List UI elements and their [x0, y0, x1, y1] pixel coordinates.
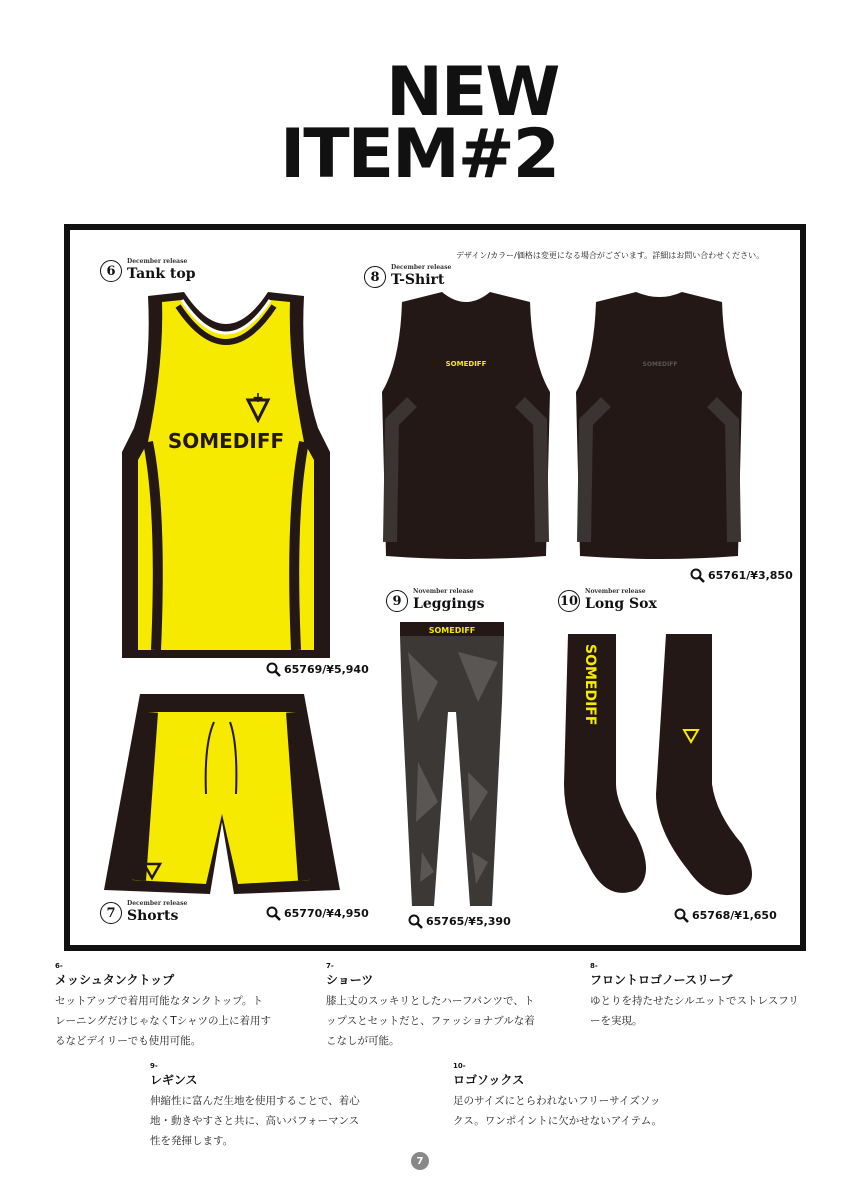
- item-code-text: 65770/¥4,950: [284, 907, 369, 920]
- item-number-badge: 6: [100, 260, 122, 282]
- description-tshirt: [590, 962, 830, 1031]
- description-number: 9-: [150, 1062, 158, 1070]
- item-label-long-sox: [558, 588, 657, 612]
- description-title: メッシュタンクトップ: [55, 973, 175, 987]
- item-name: Tank top: [127, 266, 196, 282]
- search-icon: [408, 914, 423, 929]
- release-text: November release: [585, 588, 646, 595]
- notice-text: デザイン/カラー/価格は変更になる場合がございます。詳細はお問い合わせください。: [456, 251, 765, 260]
- item-name: Leggings: [413, 596, 485, 612]
- title-line-1: NEW: [386, 53, 559, 132]
- tank-top-image: [118, 292, 334, 664]
- page-number: 7: [411, 1152, 429, 1170]
- description-title: フロントロゴノースリーブ: [590, 973, 733, 987]
- description-line: 地・動きやすさと共に、高いパフォーマンス: [150, 1115, 360, 1127]
- description-long-sox: [453, 1062, 703, 1131]
- description-line: ーを実現。: [590, 1015, 643, 1027]
- page-title: [270, 53, 610, 194]
- description-line: クス。ワンポイントに欠かせないアイテム。: [453, 1115, 663, 1127]
- item-name: Long Sox: [585, 596, 657, 612]
- description-shorts: [326, 962, 566, 1051]
- search-icon: [674, 908, 689, 923]
- sox-logo-text: SOMEDIFF: [582, 644, 598, 726]
- description-line: ゆとりを持たせたシルエットでストレスフリ: [590, 995, 799, 1007]
- leggings-logo-text: SOMEDIFF: [428, 626, 476, 635]
- description-line: 伸縮性に富んだ生地を使用することで、着心: [150, 1095, 360, 1107]
- description-line: 足のサイズにとらわれないフリーサイズソッ: [453, 1095, 661, 1107]
- item-code-text: 65765/¥5,390: [426, 915, 511, 928]
- search-icon: [266, 906, 281, 921]
- leggings-image: [398, 622, 508, 912]
- description-line: こなしが可能。: [326, 1035, 400, 1047]
- title-line-2: ITEM#2: [280, 115, 559, 194]
- item-code-tank-top[interactable]: [266, 662, 369, 677]
- description-line: るなどデイリーでも使用可能。: [55, 1035, 202, 1047]
- item-number-badge: 9: [386, 590, 408, 612]
- description-title: レギンス: [150, 1073, 198, 1087]
- tshirt-front-logo-text: SOMEDIFF: [445, 360, 487, 368]
- tank-logo-text: SOMEDIFF: [167, 429, 285, 453]
- tshirt-back-image: [576, 292, 742, 562]
- item-code-text: 65769/¥5,940: [284, 663, 369, 676]
- description-tank-top: [55, 962, 305, 1051]
- release-text: December release: [127, 900, 188, 907]
- item-label-leggings: [386, 588, 485, 612]
- description-title: ロゴソックス: [453, 1073, 525, 1087]
- description-title: ショーツ: [326, 973, 374, 987]
- description-line: セットアップで着用可能なタンクトップ。ト: [55, 995, 263, 1007]
- item-label-tshirt: [364, 264, 451, 288]
- item-number-badge: 10: [558, 590, 580, 612]
- item-name: T-Shirt: [391, 272, 445, 288]
- item-number-badge: 8: [364, 266, 386, 288]
- item-code-leggings[interactable]: [408, 914, 511, 929]
- description-number: 8-: [590, 962, 598, 970]
- item-code-long-sox[interactable]: [674, 908, 777, 923]
- description-line: ップスとセットだと、ファッショナブルな着: [326, 1015, 535, 1027]
- release-text: December release: [391, 264, 452, 271]
- release-text: December release: [127, 258, 188, 265]
- shorts-image: [104, 694, 340, 894]
- tshirt-front-image: [382, 292, 550, 562]
- item-code-tshirt[interactable]: [690, 568, 793, 583]
- description-number: 7-: [326, 962, 334, 970]
- description-leggings: [150, 1062, 400, 1151]
- item-label-shorts: [100, 900, 187, 924]
- item-number-badge: 7: [100, 902, 122, 924]
- description-line: 膝上丈のスッキリとしたハーフパンツで、ト: [326, 995, 535, 1007]
- item-code-text: 65768/¥1,650: [692, 909, 777, 922]
- svg-text:+: +: [252, 390, 264, 406]
- release-text: November release: [413, 588, 474, 595]
- item-label-tank-top: [100, 258, 196, 282]
- long-sox-image: [556, 634, 766, 904]
- description-line: 性を発揮します。: [150, 1135, 234, 1147]
- description-line: レーニングだけじゃなくTシャツの上に着用す: [55, 1015, 271, 1027]
- search-icon: [266, 662, 281, 677]
- description-number: 10-: [453, 1062, 466, 1070]
- search-icon: [690, 568, 705, 583]
- item-code-shorts[interactable]: [266, 906, 369, 921]
- item-name: Shorts: [127, 908, 179, 924]
- tshirt-back-logo-text: SOMEDIFF: [642, 361, 678, 368]
- item-code-text: 65761/¥3,850: [708, 569, 793, 582]
- description-number: 6-: [55, 962, 63, 970]
